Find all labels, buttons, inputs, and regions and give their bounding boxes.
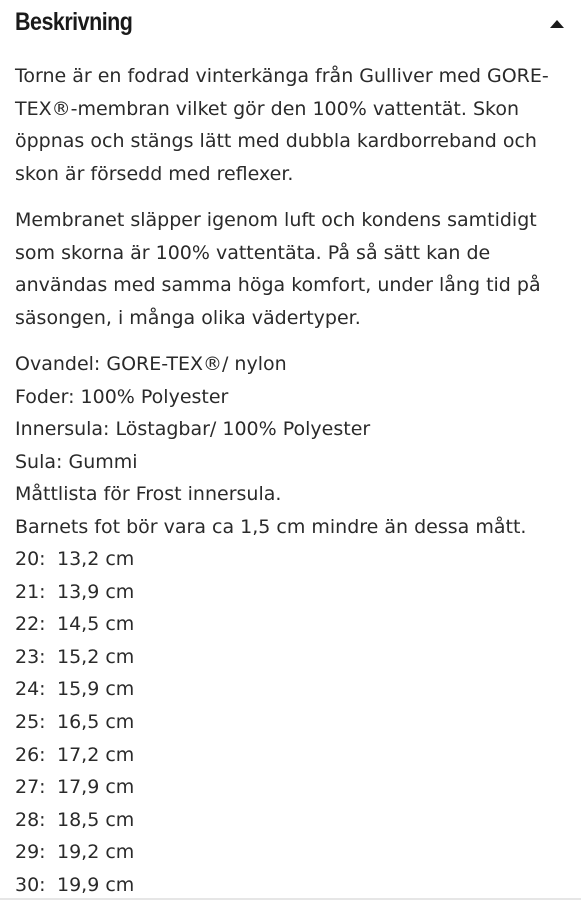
size-row (15, 804, 565, 837)
description-content (15, 60, 565, 902)
description-header[interactable] (0, 0, 581, 50)
spec-list (15, 348, 565, 543)
size-length: 13,9 cm (57, 580, 135, 603)
size-number: 28: (15, 808, 46, 831)
size-number: 30: (15, 873, 46, 896)
size-number: 23: (15, 645, 46, 668)
size-row (15, 576, 565, 609)
size-row (15, 706, 565, 739)
size-number: 29: (15, 841, 46, 864)
size-list (15, 543, 565, 902)
size-row (15, 608, 565, 641)
spec-item: Barnets fot bör vara ca 1,5 cm mindre än dessa mått. (15, 515, 527, 538)
section-title: Beskrivning (15, 8, 133, 36)
size-number: 26: (15, 743, 46, 766)
size-row (15, 869, 565, 902)
size-length: 16,5 cm (57, 710, 135, 733)
spec-item: Foder: 100% Polyester (15, 385, 229, 408)
size-number: 22: (15, 613, 46, 636)
size-number: 24: (15, 678, 46, 701)
spec-item: Ovandel: GORE-TEX®/ nylon (15, 353, 287, 375)
size-length: 18,5 cm (57, 808, 135, 831)
size-length: 19,9 cm (57, 873, 135, 896)
size-length: 17,9 cm (57, 776, 135, 799)
size-row (15, 641, 565, 674)
size-row (15, 543, 565, 576)
size-length: 15,9 cm (57, 678, 135, 701)
size-row (15, 836, 565, 869)
size-length: 13,2 cm (57, 548, 135, 570)
size-number: 27: (15, 776, 46, 799)
size-number: 20: (15, 548, 46, 570)
size-row (15, 673, 565, 706)
spec-item: Måttlista för Frost innersula. (15, 483, 282, 505)
description-paragraph: Torne är en fodrad vinterkänga från Gulliver med GORE-TEX®-membran vilket gör den 100% vattentät. Skon öppnas och stängs lätt med dubbla kardborreband och skon är försedd med reflexer. (15, 65, 549, 185)
size-row (15, 739, 565, 772)
spec-item: Innersula: Löstagbar/ 100% Polyester (15, 418, 371, 440)
spec-item: Sula: Gummi (15, 450, 138, 473)
size-length: 17,2 cm (57, 743, 135, 766)
size-length: 19,2 cm (57, 841, 135, 864)
size-row (15, 771, 565, 804)
size-length: 15,2 cm (57, 645, 135, 668)
size-number: 25: (15, 710, 46, 733)
caret-up-icon[interactable] (547, 14, 567, 34)
size-length: 14,5 cm (57, 613, 135, 636)
size-number: 21: (15, 580, 46, 603)
description-paragraph: Membranet släpper igenom luft och kondens samtidigt som skorna är 100% vattentäta. På så sätt kan de användas med samma höga komfort, under lång tid på säsongen, i många olika vädertyper. (15, 209, 541, 329)
